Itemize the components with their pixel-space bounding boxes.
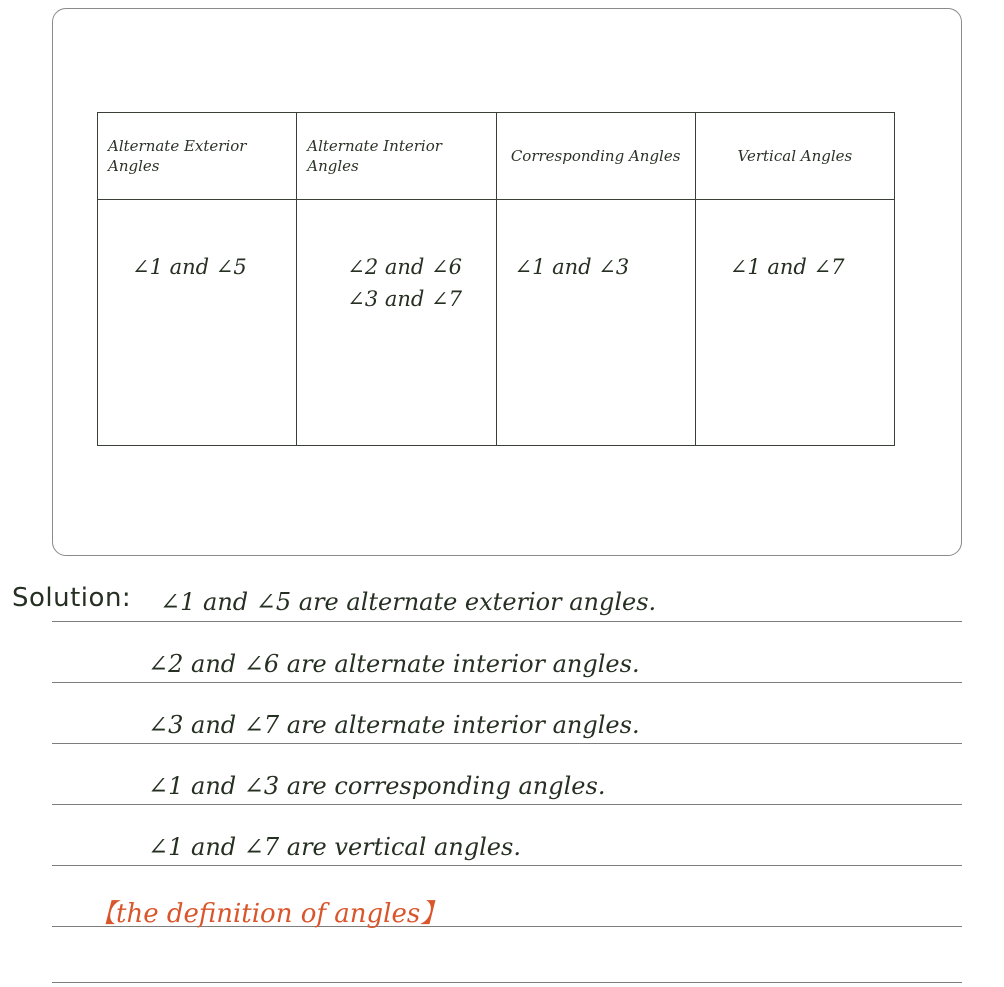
solution-line-5: ∠1 and ∠7 are vertical angles. (148, 833, 521, 861)
cell-value: ∠1 and ∠7 (729, 255, 845, 279)
table-row (98, 200, 895, 446)
cell-value: ∠1 and ∠3 (514, 255, 630, 279)
ruled-line (52, 804, 962, 805)
ruled-line (52, 743, 962, 744)
ruled-line (52, 621, 962, 622)
header-alternate-interior: Alternate Interior Angles (297, 113, 496, 200)
solution-line-1: ∠1 and ∠5 are alternate exterior angles. (160, 588, 657, 616)
problem-card (52, 8, 962, 556)
cell-value: ∠3 and ∠7 (347, 286, 463, 311)
solution-label: Solution: (12, 583, 132, 613)
cell-alternate-exterior (98, 200, 297, 446)
solution-line-3: ∠3 and ∠7 are alternate interior angles. (148, 711, 640, 739)
ruled-line (52, 682, 962, 683)
angle-pairs-table (97, 112, 895, 446)
cell-corresponding (496, 200, 695, 446)
ruled-line (52, 865, 962, 866)
table-header-row (98, 113, 895, 200)
header-corresponding: Corresponding Angles (496, 113, 695, 200)
ruled-line (52, 982, 962, 983)
cell-vertical (695, 200, 894, 446)
cell-alternate-interior (297, 200, 496, 446)
cell-value: ∠2 and ∠6 (347, 255, 463, 279)
solution-line-4: ∠1 and ∠3 are corresponding angles. (148, 772, 606, 800)
header-vertical: Vertical Angles (695, 113, 894, 200)
definition-note: 【the definition of angles】 (90, 899, 447, 929)
solution-line-2: ∠2 and ∠6 are alternate interior angles. (148, 650, 640, 678)
cell-value: ∠1 and ∠5 (132, 255, 247, 279)
header-alternate-exterior: Alternate Exterior Angles (98, 113, 297, 200)
